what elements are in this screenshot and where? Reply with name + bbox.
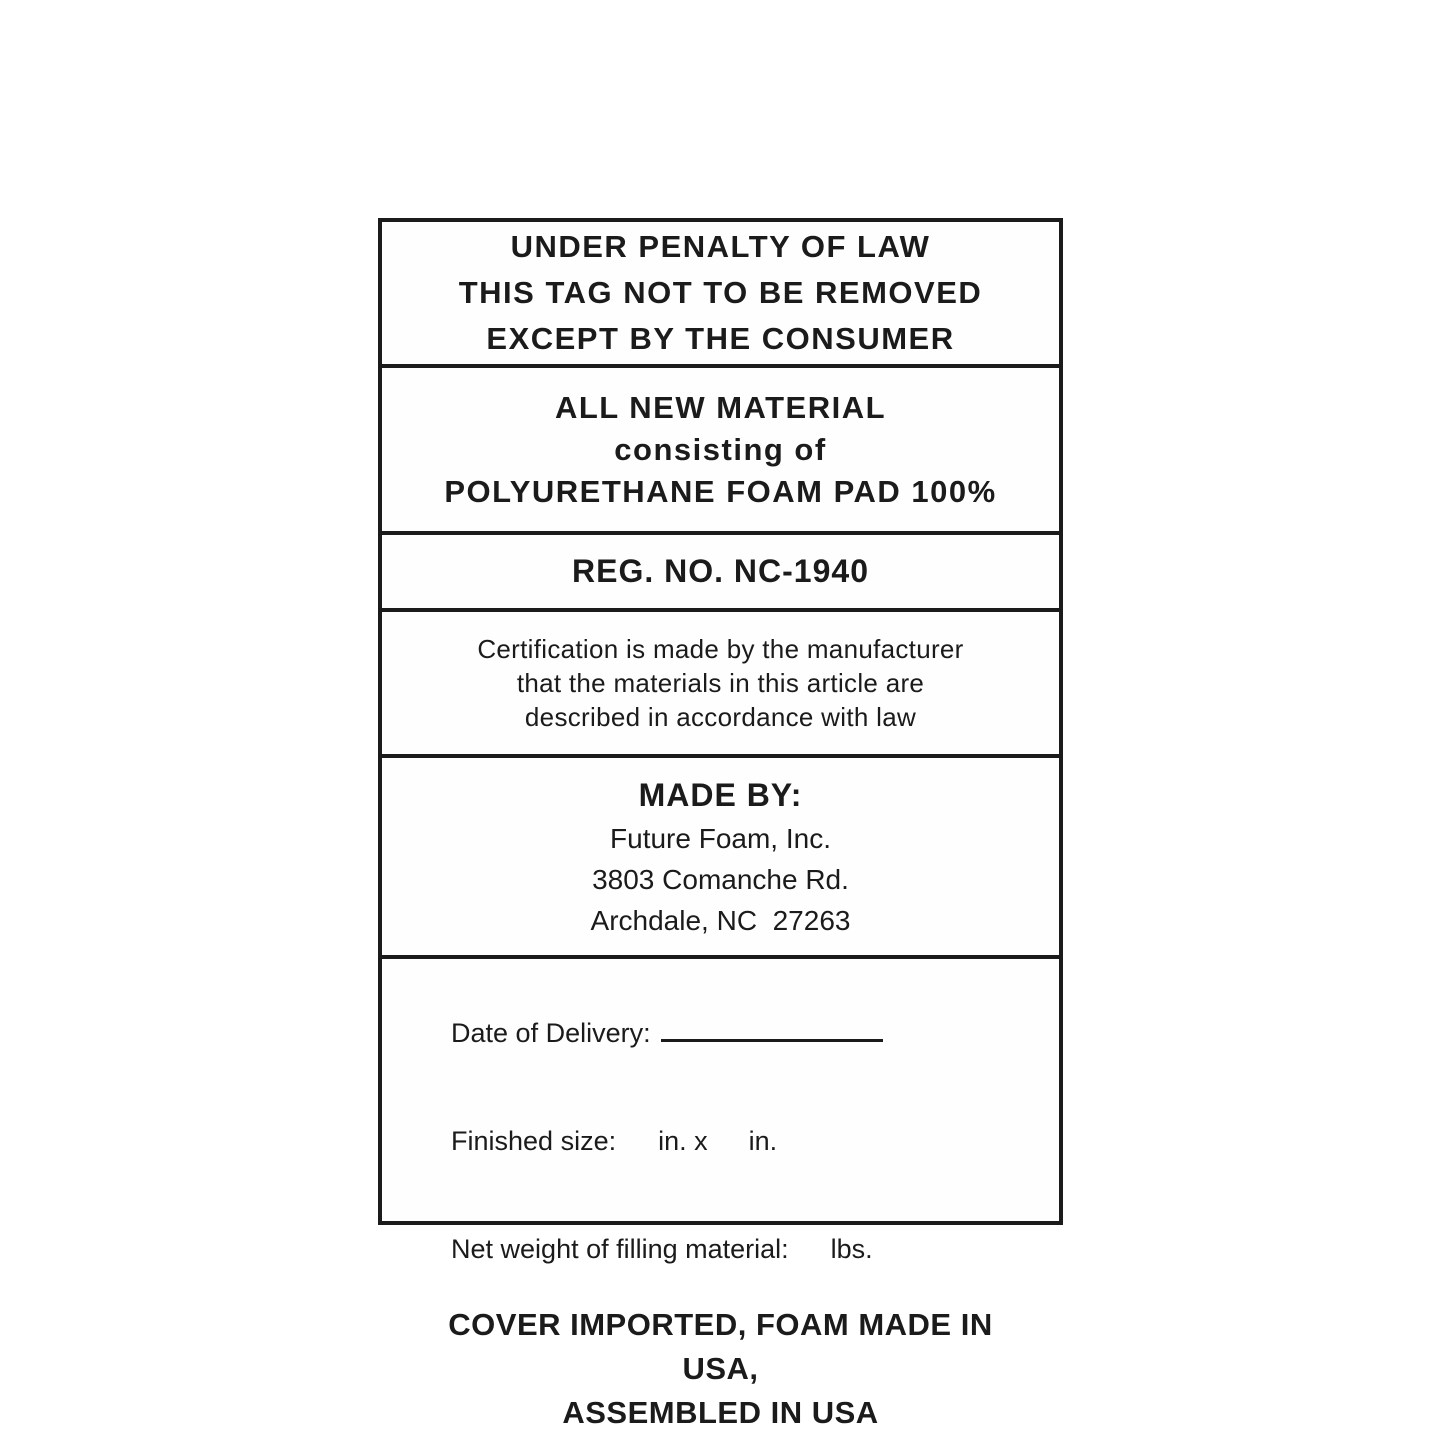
material-section	[382, 368, 1059, 535]
manufacturer-name: Future Foam, Inc.	[610, 823, 831, 854]
material-line: POLYURETHANE FOAM PAD 100%	[444, 473, 997, 509]
manufacturer-street: 3803 Comanche Rd.	[592, 864, 849, 895]
date-of-delivery-label: Date of Delivery:	[451, 1018, 651, 1048]
registration-number: REG. NO. NC-1940	[572, 553, 869, 589]
finished-size-line	[406, 1087, 1035, 1195]
net-weight-line	[406, 1195, 1035, 1303]
certification-section	[382, 612, 1059, 758]
made-by-section	[382, 758, 1059, 959]
penalty-line: EXCEPT BY THE CONSUMER	[486, 321, 955, 356]
penalty-section	[382, 222, 1059, 368]
penalty-line: THIS TAG NOT TO BE REMOVED	[458, 275, 983, 310]
manufacturer-city: Archdale, NC 27263	[590, 905, 851, 936]
certification-line: described in accordance with law	[524, 702, 917, 732]
origin-statement	[406, 1303, 1035, 1435]
made-by-heading: MADE BY:	[638, 777, 803, 813]
registration-section	[382, 535, 1059, 612]
net-weight-unit: lbs.	[830, 1234, 873, 1264]
law-label-tag	[378, 218, 1063, 1430]
finished-size-label: Finished size:	[451, 1126, 617, 1156]
net-weight-label: Net weight of filling material:	[451, 1234, 789, 1264]
date-of-delivery-line	[406, 979, 1035, 1087]
delivery-section	[382, 959, 1059, 1449]
certification-line: Certification is made by the manufacturer	[477, 634, 964, 664]
finished-size-unit1: in. x	[658, 1126, 708, 1156]
material-line: consisting of	[614, 431, 827, 467]
origin-line: ASSEMBLED IN USA	[562, 1395, 879, 1430]
finished-size-unit2: in.	[748, 1126, 778, 1156]
certification-line: that the materials in this article are	[516, 668, 925, 698]
origin-line: COVER IMPORTED, FOAM MADE IN USA,	[448, 1307, 1002, 1386]
date-blank-line	[661, 1019, 883, 1042]
penalty-line: UNDER PENALTY OF LAW	[510, 229, 931, 264]
material-line: ALL NEW MATERIAL	[554, 389, 887, 425]
